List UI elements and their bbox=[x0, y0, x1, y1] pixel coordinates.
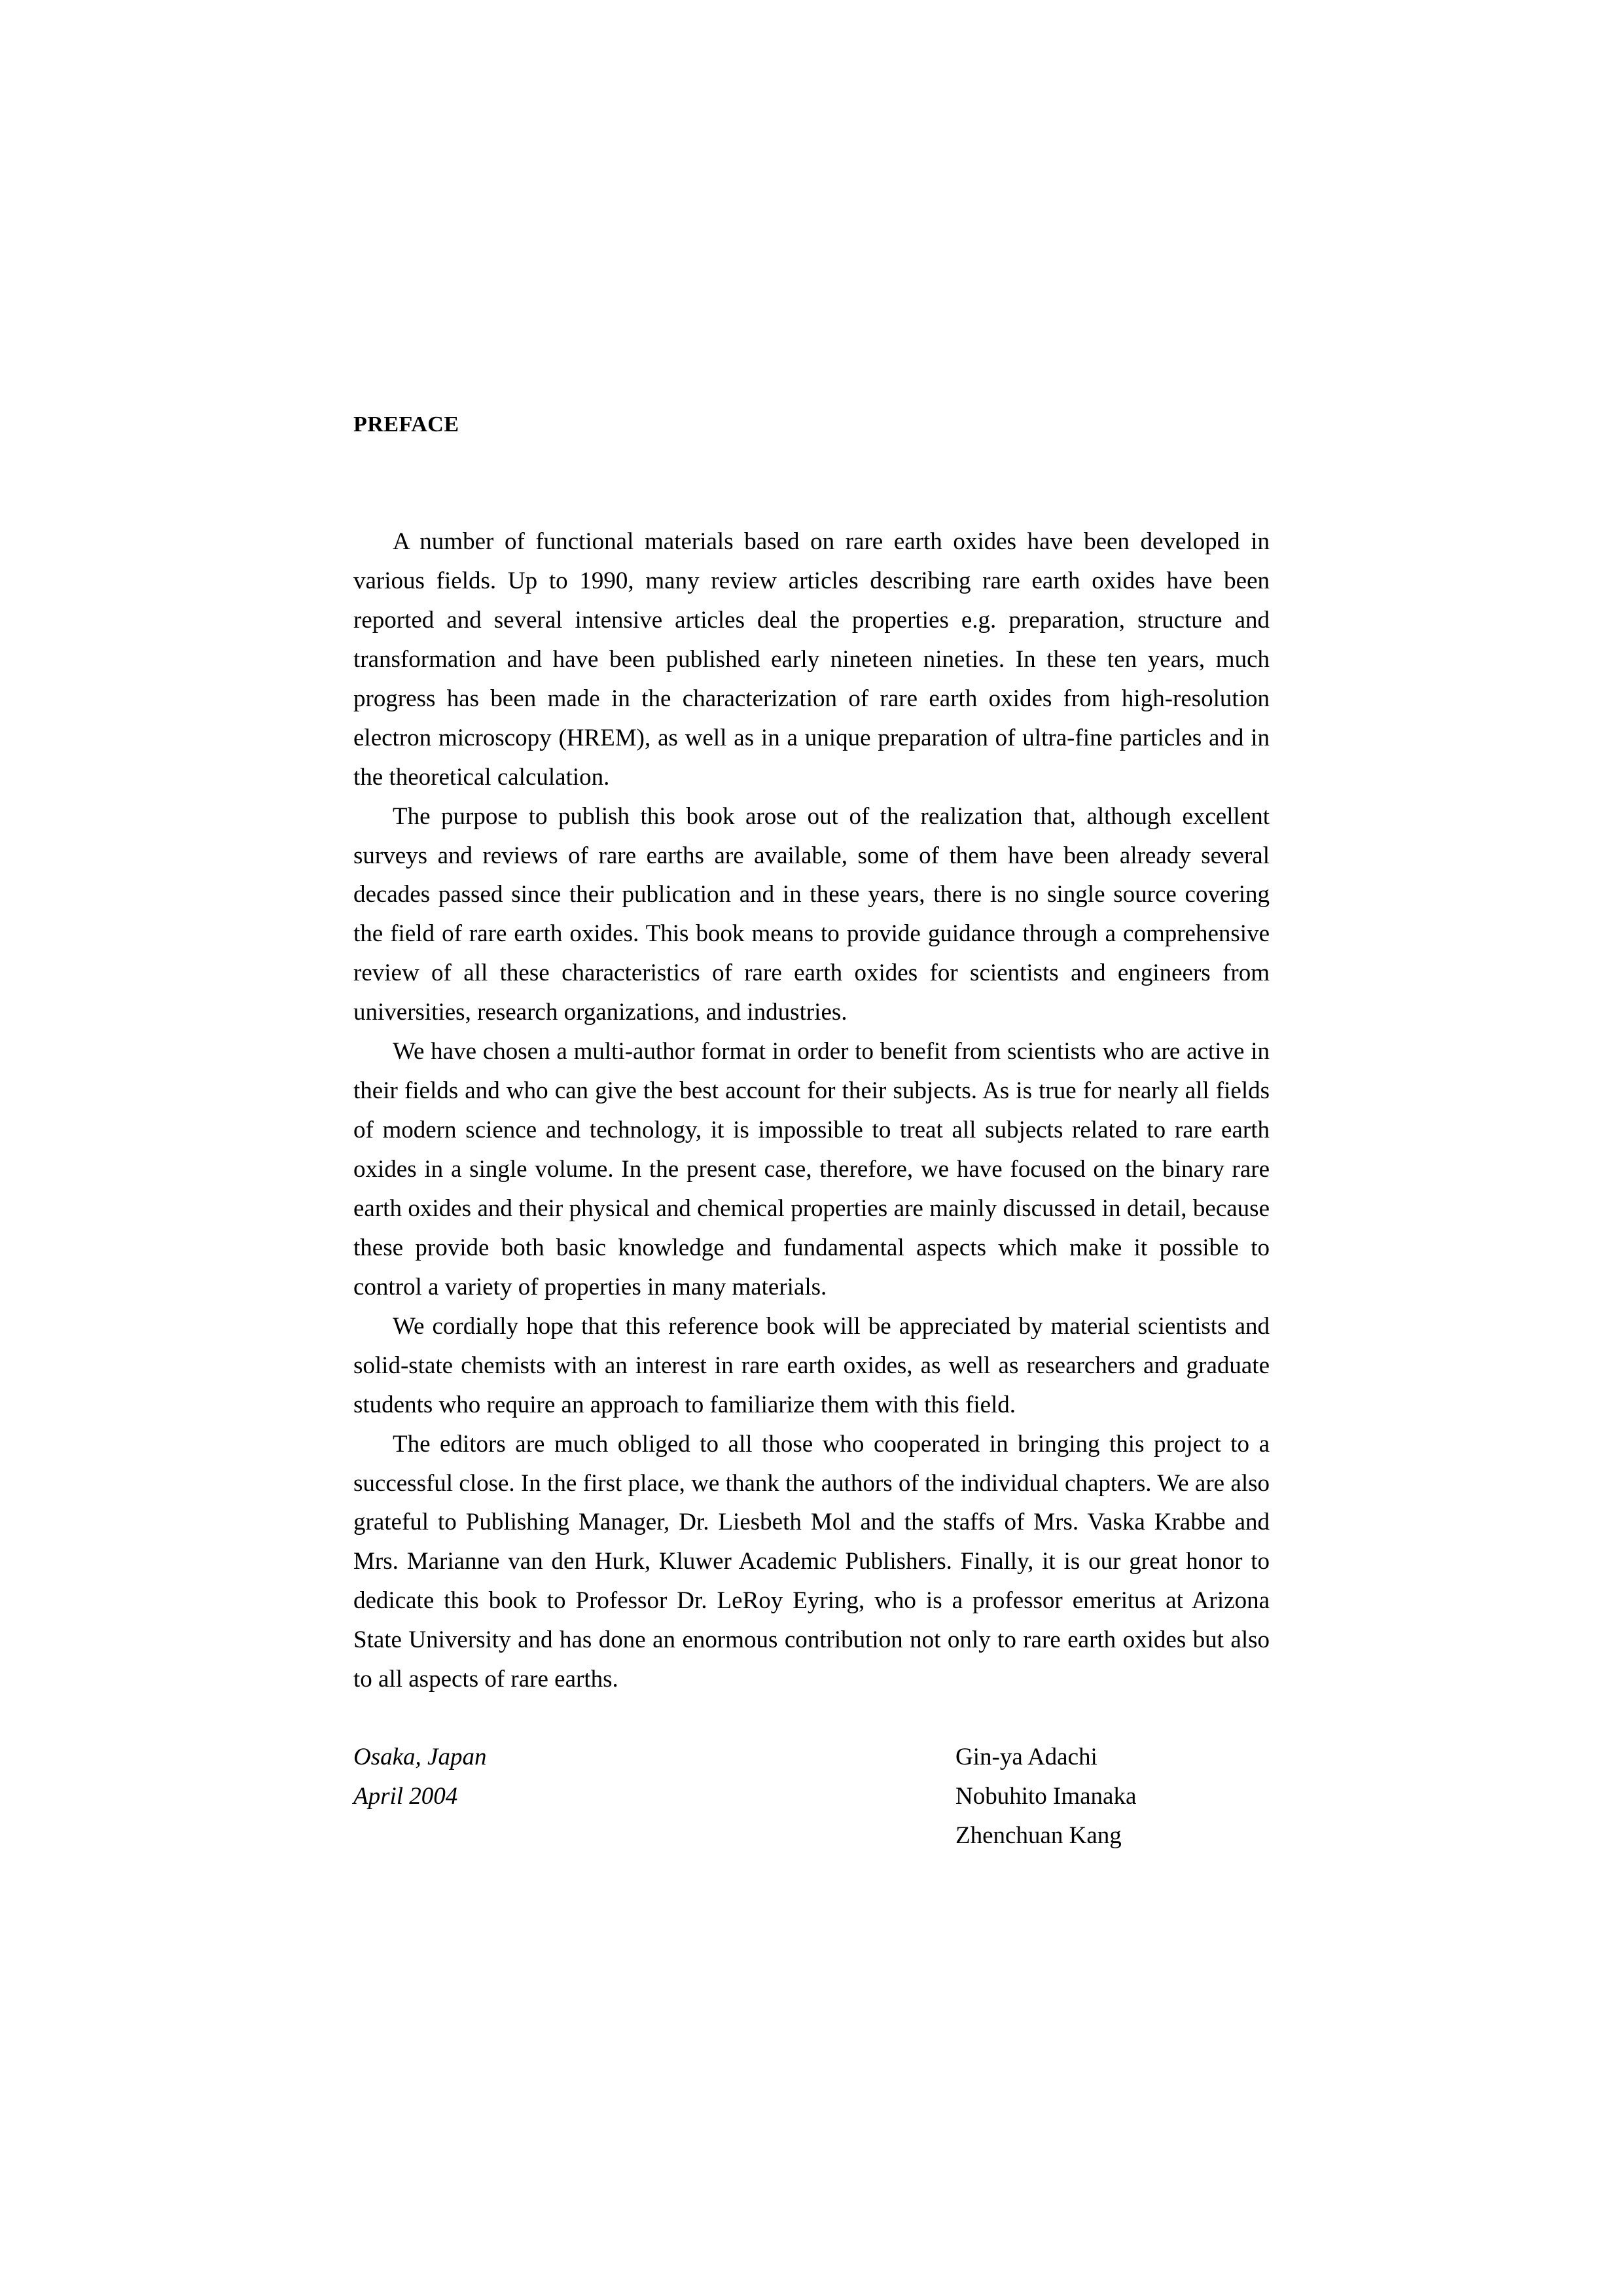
author-name: Nobuhito Imanaka bbox=[955, 1782, 1137, 1810]
paragraph: The editors are much obliged to all those who cooperated in bringing this project to a successful close. In the first place, we thank the authors of the individual chapters. We are also grateful to Publishing Manager, Dr. Liesbeth Mol and the staffs of Mrs. Vaska Krabbe and Mrs. Marianne van den Hurk, Kluwer Academic Publishers. Finally, it is our great honor to dedicate this book to Professor Dr. LeRoy Eyring, who is a professor emeritus at Arizona State University and has done an enormous contribution not only to rare earth oxides but also to all aspects of rare earths. bbox=[353, 1430, 1270, 1693]
author-name: Zhenchuan Kang bbox=[955, 1821, 1122, 1849]
preface-body bbox=[353, 522, 1270, 1699]
paragraph: A number of functional materials based on rare earth oxides have been developed in various fields. Up to 1990, many review articles describing rare earth oxides have been reported and several intensive articles deal the properties e.g. preparation, structure and transformation and have been published early nineteen nineties. In these ten years, much progress has been made in the characterization of rare earth oxides from high-resolution electron microscopy (HREM), as well as in a unique preparation of ultra-fine particles and in the theoretical calculation. bbox=[353, 528, 1270, 791]
paragraph: We cordially hope that this reference book will be appreciated by material scientists and solid-state chemists with an interest in rare earth oxides, as well as researchers and graduate students who require an approach to familiarize them with this field. bbox=[353, 1312, 1270, 1418]
signature-row bbox=[353, 1738, 1270, 1856]
signature-date: April 2004 bbox=[353, 1782, 458, 1810]
signature-block bbox=[353, 1738, 1270, 1856]
preface-content bbox=[353, 412, 1270, 1699]
paragraph: We have chosen a multi-author format in order to benefit from scientists who are active in their fields and who can give the best account for their subjects. As is true for nearly all fields of modern science and technology, it is impossible to treat all subjects related to rare earth oxides in a single volume. In the present case, therefore, we have focused on the binary rare earth oxides and their physical and chemical properties are mainly discussed in detail, because these provide both basic knowledge and fundamental aspects which make it possible to control a variety of properties in many materials. bbox=[353, 1038, 1270, 1300]
signature-place: Osaka, Japan bbox=[353, 1744, 487, 1770]
signature-place-date bbox=[353, 1738, 955, 1856]
paragraph: The purpose to publish this book arose out of the realization that, although excellent surveys and reviews of rare earths are available, some of them have been already several decades passed since their publication and in these years, there is no single source covering the field of rare earth oxides. This book means to provide guidance through a comprehensive review of all these characteristics of rare earth oxides for scientists and engineers from universities, research organizations, and industries. bbox=[353, 802, 1270, 1026]
author-name: Gin-ya Adachi bbox=[955, 1744, 1097, 1770]
signature-authors bbox=[955, 1738, 1270, 1856]
page-title: PREFACE bbox=[353, 412, 459, 437]
